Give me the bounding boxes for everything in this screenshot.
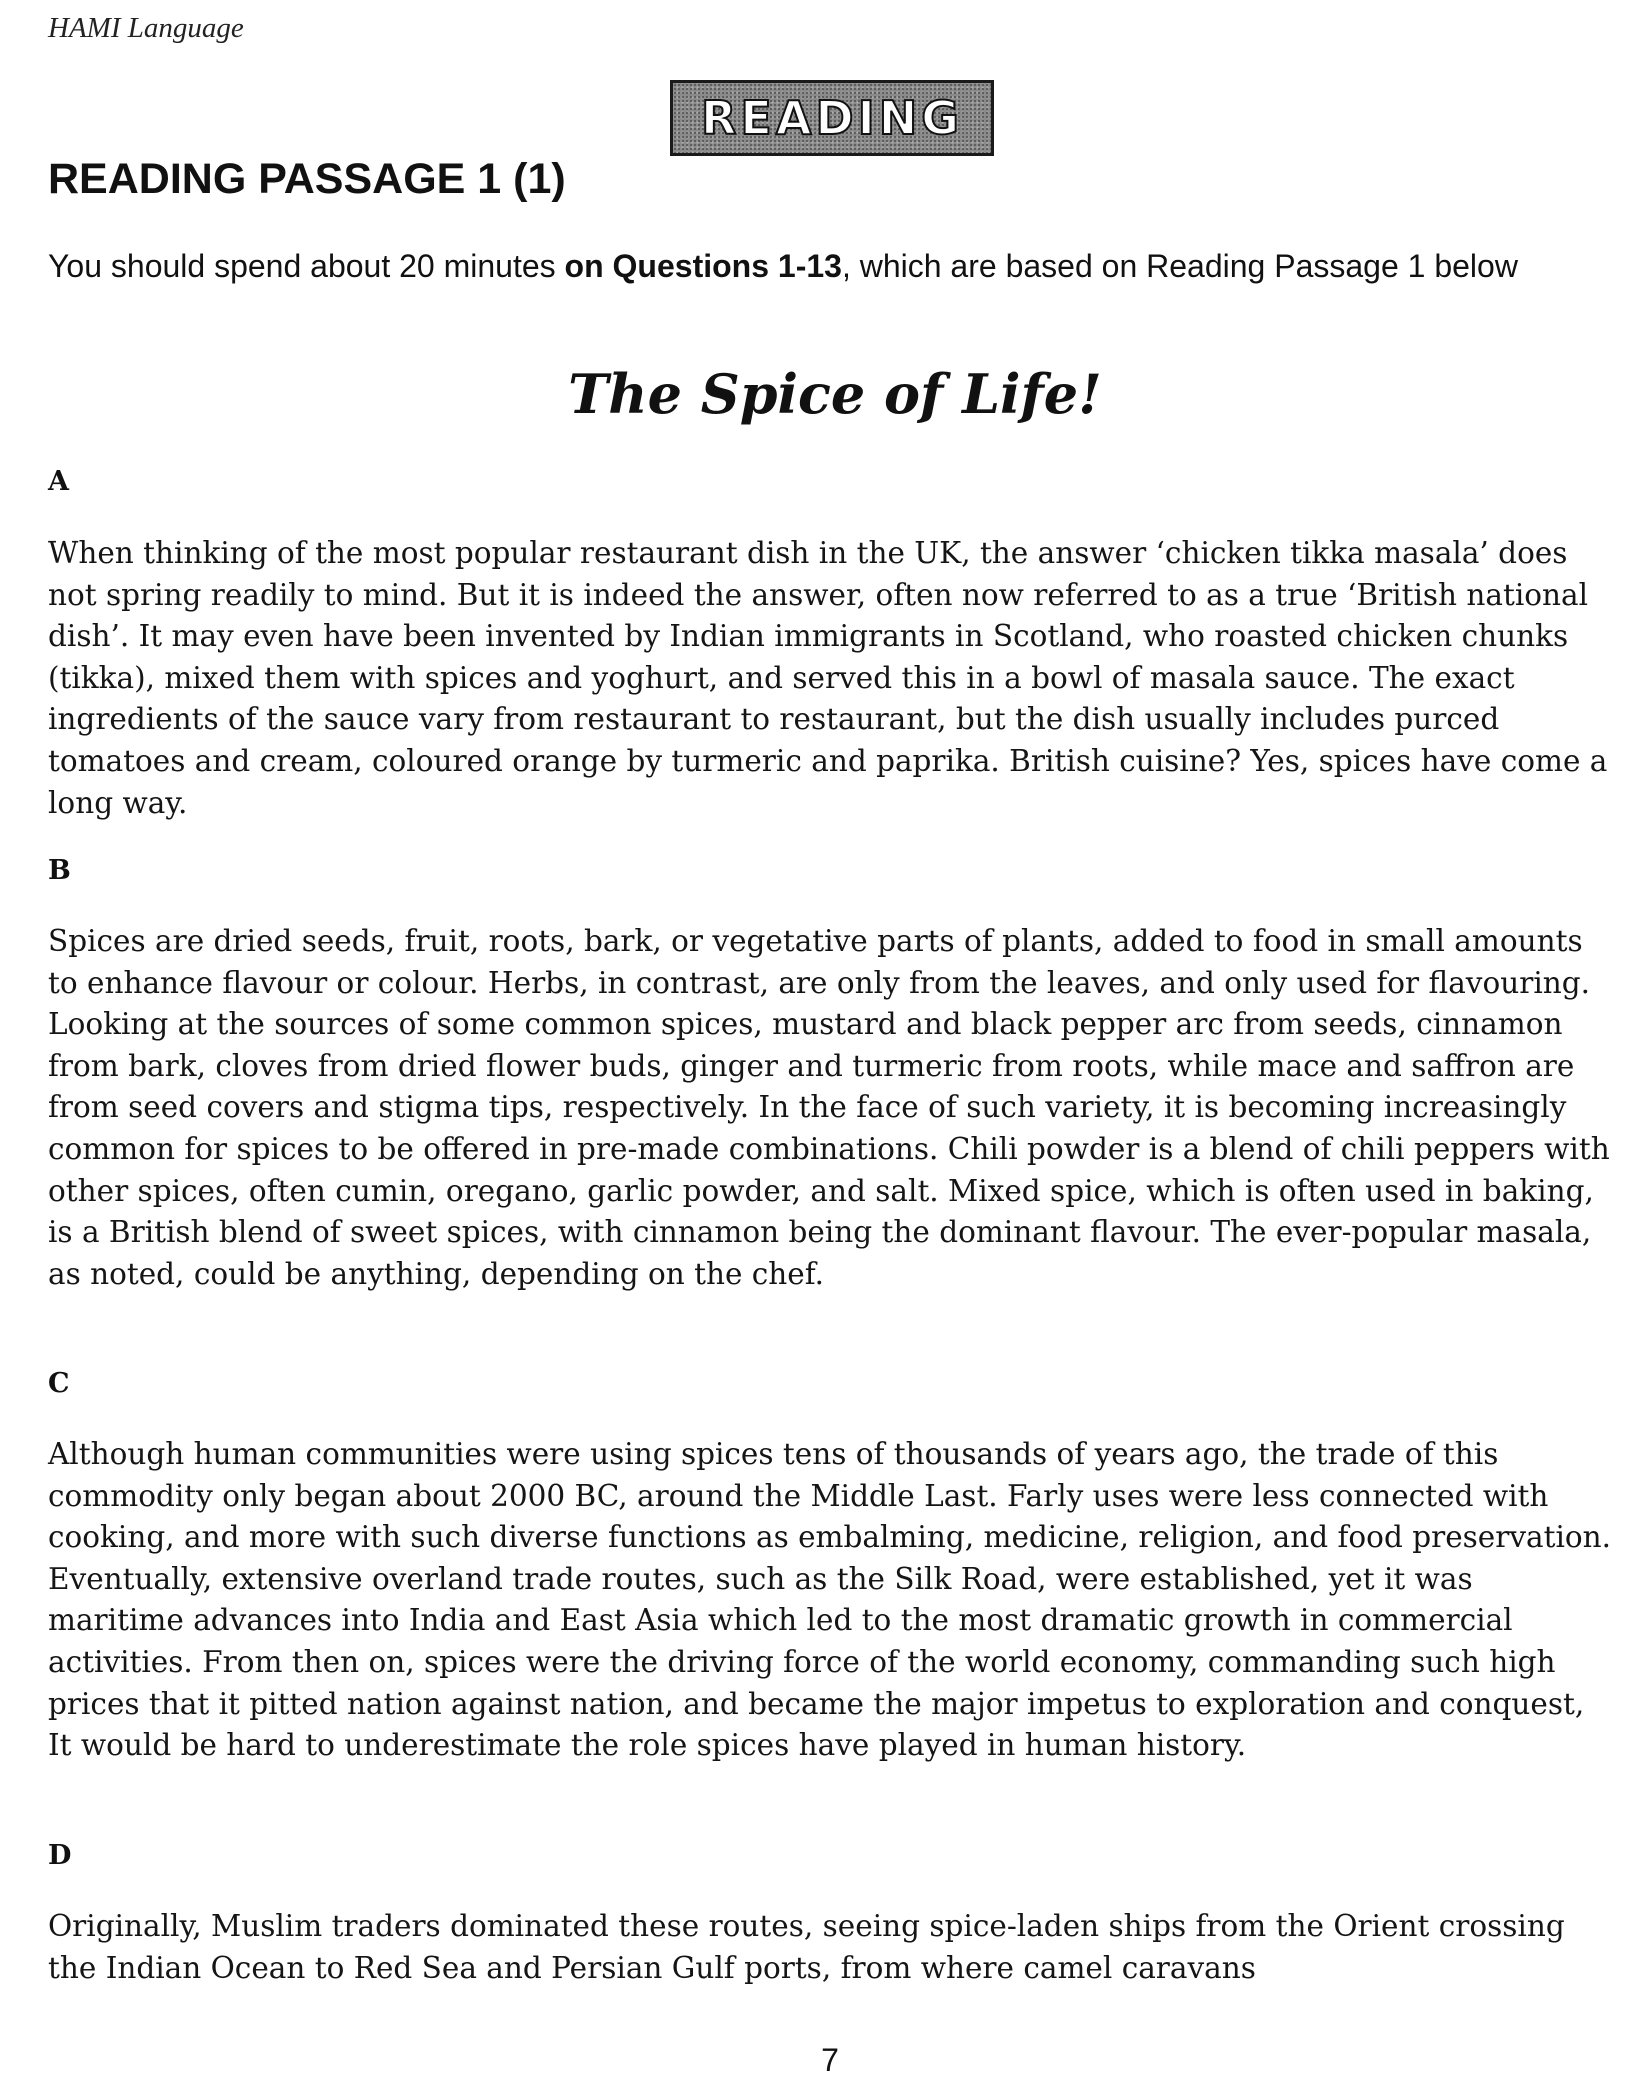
paragraph-letter-a: A xyxy=(48,466,69,497)
section-banner-label: READING xyxy=(701,91,963,145)
instructions-emphasis: on Questions 1-13 xyxy=(564,248,842,284)
page-number: 7 xyxy=(821,2042,839,2078)
paragraph-letter-d: D xyxy=(48,1840,72,1871)
instructions-before: You should spend about 20 minutes xyxy=(48,248,565,284)
paragraph-letter-b: B xyxy=(48,855,71,886)
passage-heading: READING PASSAGE 1 (1) xyxy=(48,155,566,203)
paragraph-b: Spices are dried seeds, fruit, roots, bark, or vegetative parts of plants, added to food in small amounts to enhance flavour or colour. Herbs, in contrast, are only from the leaves, and only used for flavouring. Looking at the sources of some common spices, mustard and black pepper arc from seeds, cinnamon from bark, cloves from dried flower buds, ginger and turmeric from roots, while mace and saffron are from seed covers and stigma tips, respectively. In the face of such variety, it is becoming increasingly common for spices to be offered in pre-made combinations. Chili powder is a blend of chili peppers with other spices, often cumin, oregano, garlic powder, and salt. Mixed spice, which is often used in baking, is a British blend of sweet spices, with cinnamon being the dominant flavour. The ever-popular masala, as noted, could be anything, depending on the chef. xyxy=(48,924,1610,1291)
running-header: HAMI Language xyxy=(48,12,244,44)
instructions-after: , which are based on Reading Passage 1 below xyxy=(841,248,1518,284)
paragraph-d: Originally, Muslim traders dominated these routes, seeing spice-laden ships from the Orient crossing the Indian Ocean to Red Sea and Persian Gulf ports, from where camel caravans xyxy=(48,1909,1565,1985)
passage-title: The Spice of Life! xyxy=(568,362,1102,426)
instructions xyxy=(48,244,1588,288)
paragraph-c: Although human communities were using spices tens of thousands of years ago, the trade of this commodity only began about 2000 BC, around the Middle Last. Farly uses were less connected with cooking, and more with such diverse functions as embalming, medicine, religion, and food preservation. Eventually, extensive overland trade routes, such as the Silk Road, were established, yet it was maritime advances into India and East Asia which led to the most dramatic growth in commercial activities. From then on, spices were the driving force of the world economy, commanding such high prices that it pitted nation against nation, and became the major impetus to exploration and conquest, It would be hard to underestimate the role spices have played in human history. xyxy=(48,1437,1612,1763)
paragraph-letter-c: C xyxy=(48,1368,70,1399)
reading-section-banner xyxy=(670,80,994,156)
paragraph-a: When thinking of the most popular restaurant dish in the UK, the answer ‘chicken tikka masala’ does not spring readily to mind. But it is indeed the answer, often now referred to as a true ‘British national dish’. It may even have been invented by Indian immigrants in Scotland, who roasted chicken chunks (tikka), mixed them with spices and yoghurt, and served this in a bowl of masala sauce. The exact ingredients of the sauce vary from restaurant to restaurant, but the dish usually includes purced tomatoes and cream, coloured orange by turmeric and paprika. British cuisine? Yes, spices have come a long way. xyxy=(48,536,1608,820)
